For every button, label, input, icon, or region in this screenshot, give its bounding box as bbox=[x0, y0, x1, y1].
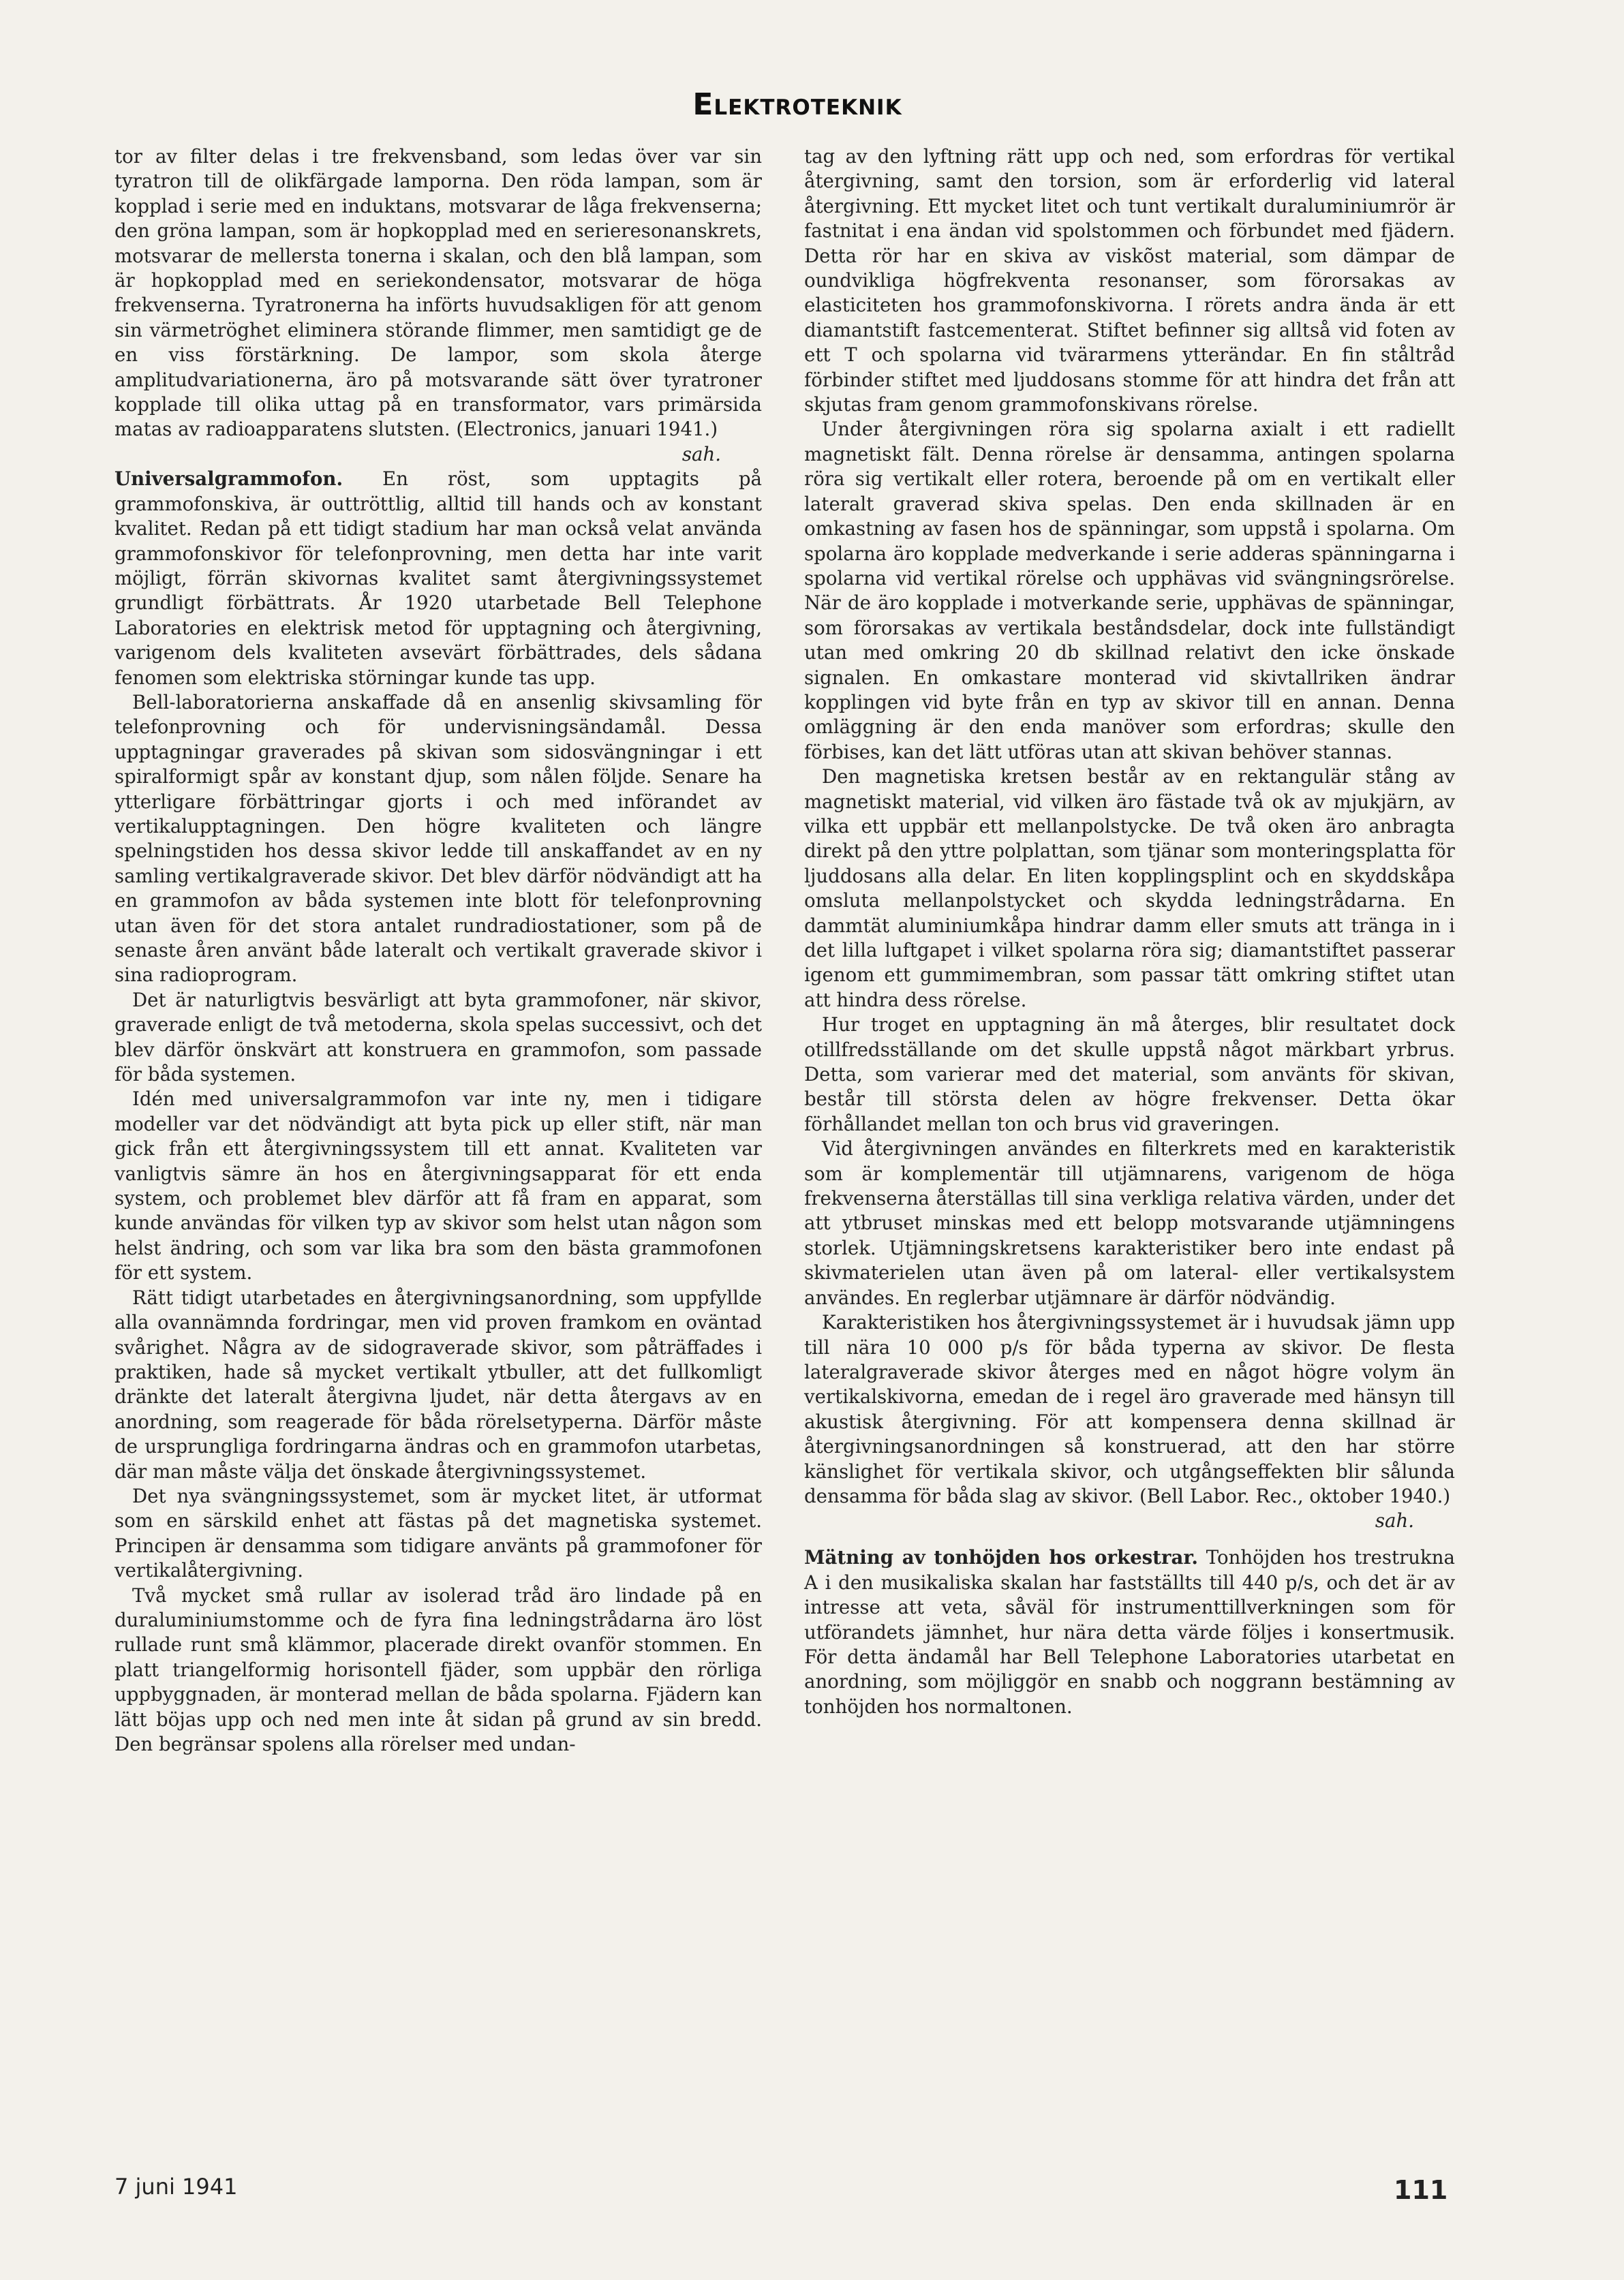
left-column bbox=[114, 144, 762, 1757]
paragraph: tag av den lyftning rätt upp och ned, som erfordras för vertikal återgivning, samt den torsion, som är erforderlig vid lateral återgivning. Ett mycket litet och tunt vertikalt duraluminiumrör är fastnitat i ena ändan vid spolstommen och förbundet med fjädern. Detta rör har en skiva av viskõst material, som dämpar de oundvikliga högfrekventa resonanser, som förorsakas av elasticiteten hos grammofonskivorna. I rörets andra ända är ett diamantstift fastcementerat. Stiftet befinner sig alltså vid foten av ett T och spolarna vid tvärarmens ytterändar. En fin ståltråd förbinder stiftet med ljuddosans stomme för att hindra det från att skjutas fram genom grammofonskivans rörelse. bbox=[804, 145, 1455, 416]
paragraph: Två mycket små rullar av isolerad tråd äro lindade på en duraluminiumstomme och de fyra fina ledningstrådarna äro löst rullade runt små klämmor, placerade direkt ovanför stommen. En platt triangelformig horisontell fjäder, som uppbär den rörliga uppbyggnaden, är monterad mellan de båda spolarna. Fjädern kan lätt böjas upp och ned men inte åt sidan på grund av sin bredd. Den begränsar spolens alla rörelser med undan- bbox=[114, 1584, 762, 1755]
author-signature: sah. bbox=[1375, 1509, 1414, 1532]
paragraph: Mätning av tonhöjden hos orkestrar. Tonhöjden hos trestrukna A i den musikaliska skalan har fastställts till 440 p/s, och det är av intresse att veta, såväl för instrumenttillverkningen som för utförandets jämnhet, hur nära detta värde följes i konsertmusik. För detta ändamål har Bell Telephone Laboratories utarbetat en anordning, som möjliggör en snabb och noggrann bestämning av tonhöjden hos normaltonen. bbox=[804, 1546, 1455, 1718]
right-column bbox=[804, 144, 1455, 1719]
page-number: 111 bbox=[1394, 2175, 1448, 2205]
paragraph: Idén med universalgrammofon var inte ny, men i tidigare modeller var det nödvändigt att byta pick up eller stift, när man gick från ett återgivningssystem till ett annat. Kvaliteten var vanligtvis sämre än hos en återgivningsapparat för ett enda system, och problemet blev därför att få fram en apparat, som kunde användas för vilken typ av skivor som helst utan någon som helst ändring, och som var lika bra som den bästa grammofonen för ett system. bbox=[114, 1088, 762, 1284]
author-signature: sah. bbox=[681, 442, 721, 465]
paragraph: Universalgrammofon. En röst, som upptagits på grammofonskiva, är outtröttlig, alltid till hands och av konstant kvalitet. Redan på ett tidigt stadium har man också velat använda grammofonskivor för telefonprovning, men detta har inte varit möjligt, förrän skivornas kvalitet samt återgivningssystemet grundligt förbättrats. År 1920 utarbetade Bell Telephone Laboratories en elektrisk metod för upptagning och återgivning, varigenom dels kvaliteten avsevärt förbättrades, dels sådana fenomen som elektriska störningar kunde tas upp. bbox=[114, 467, 762, 689]
paragraph: Det är naturligtvis besvärligt att byta grammofoner, när skivor, graverade enligt de två metoderna, skola spelas successivt, och det blev därför önskvärt att konstruera en grammofon, som passade för båda systemen. bbox=[114, 988, 762, 1086]
article-title: Universalgrammofon. bbox=[114, 467, 343, 491]
section-header: Elektroteknik bbox=[692, 87, 902, 122]
paragraph: Vid återgivningen användes en filterkrets med en karakteristik som är komplementär till utjämnarens, varigenom de höga frekvenserna återställas till sina verkliga relativa värden, under det att ytbruset minskas med ett belopp motsvarande utjämningens storlek. Utjämningskretsens karakteristiker bero inte endast på skivmaterielen utan även på om lateral- eller vertikalsystem användes. En reglerbar utjämnare är därför nödvändig. bbox=[804, 1137, 1455, 1309]
paragraph: Bell-laboratorierna anskaffade då en ansenlig skivsamling för telefonprovning och för undervisningsändamål. Dessa upptagningar graverades på skivan som sidosvängningar i ett spiralformigt spår av konstant djup, som nålen följde. Senare ha ytterligare förbättringar gjorts i och med införandet av vertikalupptagningen. Den högre kvaliteten och längre spelningstiden hos dessa skivor ledde till anskaffandet av en ny samling vertikalgraverade skivor. Det blev därför nödvändigt att ha en grammofon av båda systemen inte blott för telefonprovning utan även för det stora antalet rundradiostationer, som på de senaste åren använt både lateralt och vertikalt graverade skivor i sina radioprogram. bbox=[114, 690, 762, 987]
paragraph: Rätt tidigt utarbetades en återgivningsanordning, som uppfyllde alla ovannämnda fordringar, men vid proven framkom en oväntad svårighet. Några av de sidograverade skivor, som påträffades i praktiken, hade så mycket vertikalt ytbuller, att det fullkomligt dränkte det lateralt återgivna ljudet, när detta återgavs av en anordning, som reagerade för båda rörelsetyperna. Därför måste de ursprungliga fordringarna ändras och en grammofon utarbetas, där man måste välja det önskade återgivningssystemet. bbox=[114, 1286, 762, 1483]
paragraph: Under återgivningen röra sig spolarna axialt i ett radiellt magnetiskt fält. Denna rörelse är densamma, antingen spolarna röra sig vertikalt eller rotera, beroende på om en vertikalt eller lateralt graverad skiva spelas. Den enda skillnaden är en omkastning av fasen hos de spänningar, som uppstå i spolarna. Om spolarna äro kopplade medverkande i serie adderas spänningarna i spolarna vid vertikal rörelse och upphävas vid svängningsrörelse. När de äro kopplade i motverkande serie, upphävas de spänningar, som förorsakas av vertikala beståndsdelar, dock inte fullständigt utan med omkring 20 db skillnad relativt den icke önskade signalen. En omkastare monterad vid skivtallriken ändrar kopplingen vid byte från en typ av skivor till en annan. Denna omläggning är den enda manöver som erfordras; skulle den förbises, kan det lätt utföras utan att skivan behöver stannas. bbox=[804, 418, 1455, 763]
article-title: Mätning av tonhöjden hos orkestrar. bbox=[804, 1546, 1198, 1569]
paragraph: Hur troget en upptagning än må återges, blir resultatet dock otillfredsställande om det skulle uppstå något märkbart yrbrus. Detta, som varierar med det material, som använts för skivan, består till största delen av högre frekvenser. Detta ökar förhållandet mellan ton och brus vid graveringen. bbox=[804, 1013, 1455, 1135]
paragraph: tor av filter delas i tre frekvensband, som ledas över var sin tyratron till de olikfärgade lamporna. Den röda lampan, som är kopplad i serie med en induktans, motsvarar de låga frekvenserna; den gröna lampan, som är hopkopplad med en serieresonanskrets, motsvarar de mellersta tonerna i skalan, och den blå lampan, som är hopkopplad med en seriekondensator, motsvarar de höga frekvenserna. Tyratronerna ha införts huvudsakligen för att genom sin värmetröghet eliminera störande flimmer, men samtidigt ge de en viss förstärkning. De lampor, som skola återge amplitudvariationerna, äro på motsvarande sätt över tyratroner kopplade till olika uttag på en transformator, vars primärsida matas av radioapparatens slutsten. (Electronics, januari 1941.) sah. bbox=[114, 144, 762, 442]
paragraph: Det nya svängningssystemet, som är mycket litet, är utformat som en särskild enhet att fästas på det magnetiska systemet. Principen är densamma som tidigare använts på grammofoner för vertikalåtergivning. bbox=[114, 1484, 762, 1582]
issue-date: 7 juni 1941 bbox=[114, 2174, 238, 2200]
paragraph: Den magnetiska kretsen består av en rektangulär stång av magnetiskt material, vid vilken äro fästade två ok av mjukjärn, av vilka ett uppbär ett mellanpolstycke. De två oken äro anbragta direkt på den yttre polplattan, som tjänar som monteringsplatta för ljuddosans alla delar. En liten kopplingsplint och en skyddskåpa omsluta mellanpolstycket och skydda ledningstrådarna. En dammtät aluminiumkåpa hindrar damm eller smuts att tränga in i det lilla luftgapet i vilket spolarna röra sig; diamantstiftet passerar igenom ett gummimembran, som passar tätt omkring stiftet utan att hindra dess rörelse. bbox=[804, 765, 1455, 1011]
paragraph: Karakteristiken hos återgivningssystemet är i huvudsak jämn upp till nära 10 000 p/s för båda typerna av skivor. De flesta lateralgraverade skivor återges med en något högre volym än vertikalskivorna, emedan de i regel äro graverade med hänsyn till akustisk återgivning. För att kompensera denna skillnad är återgivningsanordningen så konstruerad, att den har större känslighet för vertikala skivor, och utgångseffekten blir sålunda densamma för båda slag av skivor. (Bell Labor. Rec., oktober 1940.) sah. bbox=[804, 1310, 1455, 1509]
